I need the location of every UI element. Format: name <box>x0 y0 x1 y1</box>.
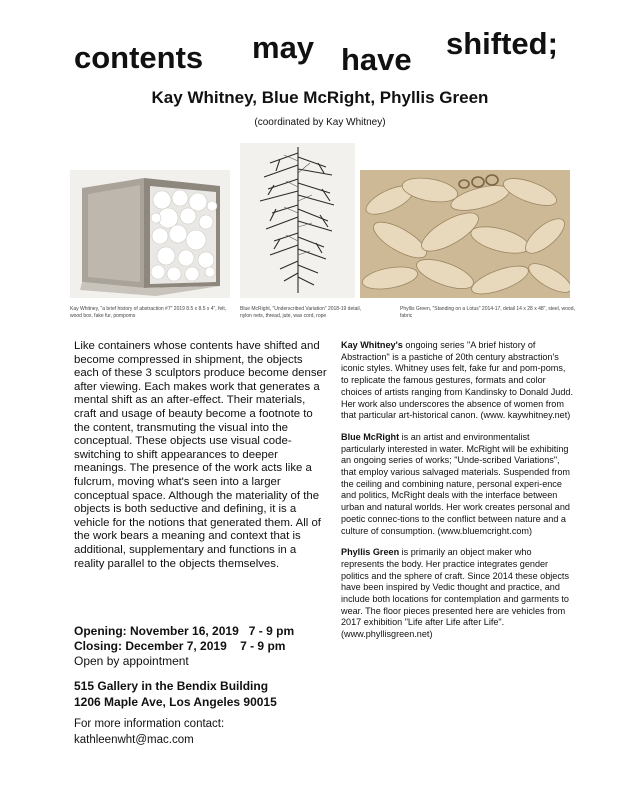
artwork-green-image <box>360 170 570 298</box>
contact-label: For more information contact: <box>74 718 225 730</box>
closing-line <box>74 639 334 654</box>
event-dates <box>74 624 334 669</box>
contact-email: kathleenwht@mac.com <box>74 734 194 746</box>
title-word-shifted: shifted; <box>446 26 558 61</box>
opening-time: 7 - 9 pm <box>248 624 295 638</box>
closing-date: December 7, 2019 <box>125 639 227 653</box>
bio-green-text: is primarily an object maker who represents the body. Her practice integrates gender politics and the sphere of craft. Since 2014 these objects have been inspired by Vedic thought and practice, and include both locations for contemplation and garments to wear. The floor pieces presented here are vehicles from 2017 exhibition "Life after Life after Life". (www.phyllisgreen.net) <box>341 547 569 640</box>
closing-time: 7 - 9 pm <box>240 639 286 653</box>
artwork-mcright-image <box>240 143 355 298</box>
opening-line <box>74 624 334 639</box>
bio-whitney <box>341 340 573 422</box>
bio-mcright <box>341 432 573 537</box>
contact-info <box>74 716 334 748</box>
intro-paragraph: Like containers whose contents have shifted and become compressed in shipment, the objects each of these 3 sculptors produce become denser after viewing. Each makes work that generates a mental shift as an after-effect. Their materials, craft and usage of beauty become a footnote to the content, transmuting the visual into the conceptual. These objects use visual code-switching to shift appearances to deeper meanings. The presence of the work acts like a fulcrum, moving what's seen into a larger conceptual space. Although the materiality of the objects is both seductive and defining, it is a vehicle for the notions that generated them. All of the work bears a meaning and context that is additional, supplementary and functions in a reality parallel to the objects themselves. <box>74 340 327 570</box>
bio-mcright-name: Blue McRight <box>341 431 400 442</box>
coordinator-note: (coordinated by Kay Whitney) <box>254 117 386 128</box>
venue-name: 515 Gallery in the Bendix Building <box>74 679 269 693</box>
bio-whitney-text: ongoing series "A brief history of Abstraction" is a pastiche of 20th century abstraction's iconic styles. Whitney uses felt, fake fur and pom-poms, to replicate the famous gestures, formats and color choices of artists ranging from Kandinsky to Donald Judd. Her work also underscores the absence of women from that particular art-historical canon. (www. kaywhitney.net) <box>341 340 574 421</box>
artwork-whitney-image <box>70 170 230 298</box>
appointment-note: Open by appointment <box>74 654 189 668</box>
bio-whitney-name: Kay Whitney's <box>341 340 403 350</box>
opening-label: Opening: <box>74 624 127 638</box>
venue-address <box>74 678 334 710</box>
intro-text-column <box>74 340 328 571</box>
artist-names: Kay Whitney, Blue McRight, Phyllis Green <box>151 88 489 107</box>
caption-green: Phyllis Green, "Standing on a Lotus" 2014-17, detail 14 x 28 x 48", steel, wood, fabric <box>400 306 575 319</box>
caption-whitney: Kay Whitney, "a brief history of abstraction #7" 2019 8.5 x 8.5 x 4", felt, wood box, fake fur, pompoms <box>70 306 227 319</box>
bio-green-name: Phyllis Green <box>341 547 400 558</box>
title-word-contents: contents <box>74 40 204 75</box>
bio-mcright-text: is an artist and environmentalist particularly interested in water. McRight will be exhibiting an ongoing series of works; "Unde-scribed Variations", that employ various salvaged materials. Suspended from the ceiling and combining nature, personal experi-ence and politics, McRight deals with the interface between urban and natural worlds. Her work creates personal and poetic connec-tions to the conflict between nature and a culture of consumption. (www.bluemcright.com) <box>341 431 570 536</box>
title-word-have: have <box>341 42 412 77</box>
bio-green <box>341 547 573 641</box>
closing-label: Closing: <box>74 639 122 653</box>
opening-date: November 16, 2019 <box>130 624 239 638</box>
title-word-may: may <box>252 30 315 65</box>
artist-bios-column <box>341 340 573 651</box>
venue-street: 1206 Maple Ave, Los Angeles 90015 <box>74 695 277 709</box>
caption-mcright: Blue McRight, "Underscribed Variation" 2018-19 detail, nylon nets, thread, jute, wax cord, rope <box>240 306 362 319</box>
